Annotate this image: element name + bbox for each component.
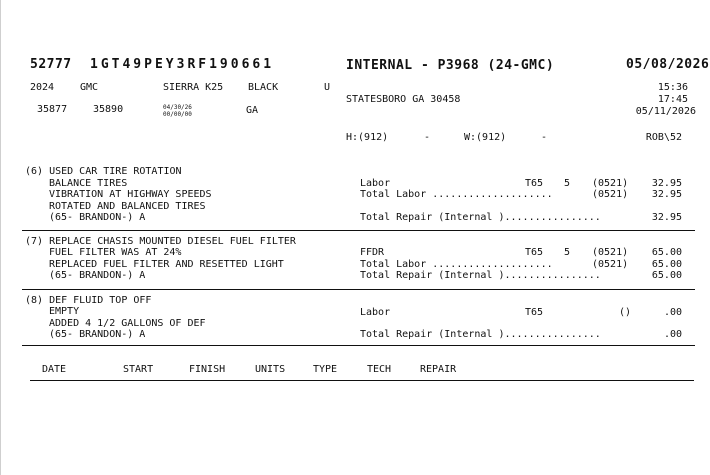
vehicle-model: SIERRA K25 (163, 82, 224, 93)
job-divider (22, 230, 695, 231)
charge-desc: Total Labor .................... (360, 189, 553, 200)
charge-desc: Total Repair (Internal )................ (360, 270, 601, 281)
col-date: DATE (42, 364, 67, 375)
work-phone: W:(912) (464, 132, 507, 143)
production-date: 00/00/00 (163, 111, 192, 118)
vin: 1GT49PEY3RF190661 (90, 57, 275, 72)
job-line: VIBRATION AT HIGHWAY SPEEDS (49, 189, 212, 200)
table-rule (30, 380, 694, 381)
pay-type: INTERNAL - P3968 (24-GMC) (346, 58, 555, 73)
code-u: U (324, 82, 331, 93)
job-title: (6) USED CAR TIRE ROTATION (25, 166, 182, 177)
home-phone-dash: - (424, 132, 431, 143)
col-tech: TECH (367, 364, 392, 375)
charge-desc: Total Labor .................... (360, 259, 553, 270)
ro-number: 52777 (30, 57, 72, 72)
charge-code: (0521) (592, 189, 629, 200)
job-line: REPLACED FUEL FILTER AND RESETTED LIGHT (49, 259, 284, 270)
page-edge (0, 0, 1, 475)
job-line: EMPTY (49, 306, 80, 317)
charge-amount: .00 (663, 329, 682, 340)
time-in: 15:36 (657, 82, 688, 93)
charge-amount: 65.00 (651, 270, 682, 281)
charge-amount: 65.00 (651, 259, 682, 270)
col-repair: REPAIR (420, 364, 457, 375)
col-finish: FINISH (189, 364, 226, 375)
charge-code: (0521) (592, 247, 629, 258)
charge-amount: 32.95 (651, 178, 682, 189)
charge-desc: Total Repair (Internal )................ (360, 212, 601, 223)
time-out: 17:45 (657, 94, 688, 105)
city-state: STATESBORO GA 30458 (346, 94, 461, 105)
charge-desc: Total Repair (Internal )................ (360, 329, 601, 340)
charge-amount: 32.95 (651, 189, 682, 200)
job-title: (7) REPLACE CHASIS MOUNTED DIESEL FUEL FILTER (25, 236, 296, 247)
charge-units: 5 (564, 247, 571, 258)
job-line: BALANCE TIRES (49, 178, 128, 189)
vehicle-color: BLACK (248, 82, 279, 93)
col-units: UNITS (255, 364, 286, 375)
charge-amount: 32.95 (651, 212, 682, 223)
charge-tech: T65 (525, 178, 544, 189)
job-line: ADDED 4 1/2 GALLONS OF DEF (49, 318, 206, 329)
charge-desc: Labor (360, 307, 391, 318)
charge-code: (0521) (592, 178, 629, 189)
charge-code: (0521) (592, 259, 629, 270)
promised-date: 05/11/2026 (635, 106, 696, 117)
ro-date: 05/08/2026 (626, 57, 710, 72)
job-line: FUEL FILTER WAS AT 24% (49, 247, 182, 258)
job-line: (65- BRANDON-) A (49, 270, 146, 281)
job-line: (65- BRANDON-) A (49, 212, 146, 223)
delivery-date: 04/30/26 (163, 104, 192, 111)
charge-desc: Labor (360, 178, 391, 189)
job-line: ROTATED AND BALANCED TIRES (49, 201, 206, 212)
charge-tech: T65 (525, 307, 544, 318)
charge-units: 5 (564, 178, 571, 189)
charge-desc: FFDR (360, 247, 385, 258)
job-line: (65- BRANDON-) A (49, 329, 146, 340)
mileage-in: 35877 (37, 104, 68, 115)
charge-code: () (619, 307, 632, 318)
service-advisor: ROB\52 (645, 132, 682, 143)
job-divider (22, 345, 695, 346)
charge-amount: .00 (663, 307, 682, 318)
col-start: START (123, 364, 154, 375)
mileage-out: 35890 (93, 104, 124, 115)
col-type: TYPE (313, 364, 338, 375)
vehicle-make: GMC (80, 82, 99, 93)
charge-tech: T65 (525, 247, 544, 258)
job-title: (8) DEF FLUID TOP OFF (25, 295, 152, 306)
state: GA (246, 105, 259, 116)
vehicle-year: 2024 (30, 82, 55, 93)
charge-amount: 65.00 (651, 247, 682, 258)
job-divider (22, 289, 695, 290)
work-phone-dash: - (541, 132, 548, 143)
home-phone: H:(912) (346, 132, 389, 143)
